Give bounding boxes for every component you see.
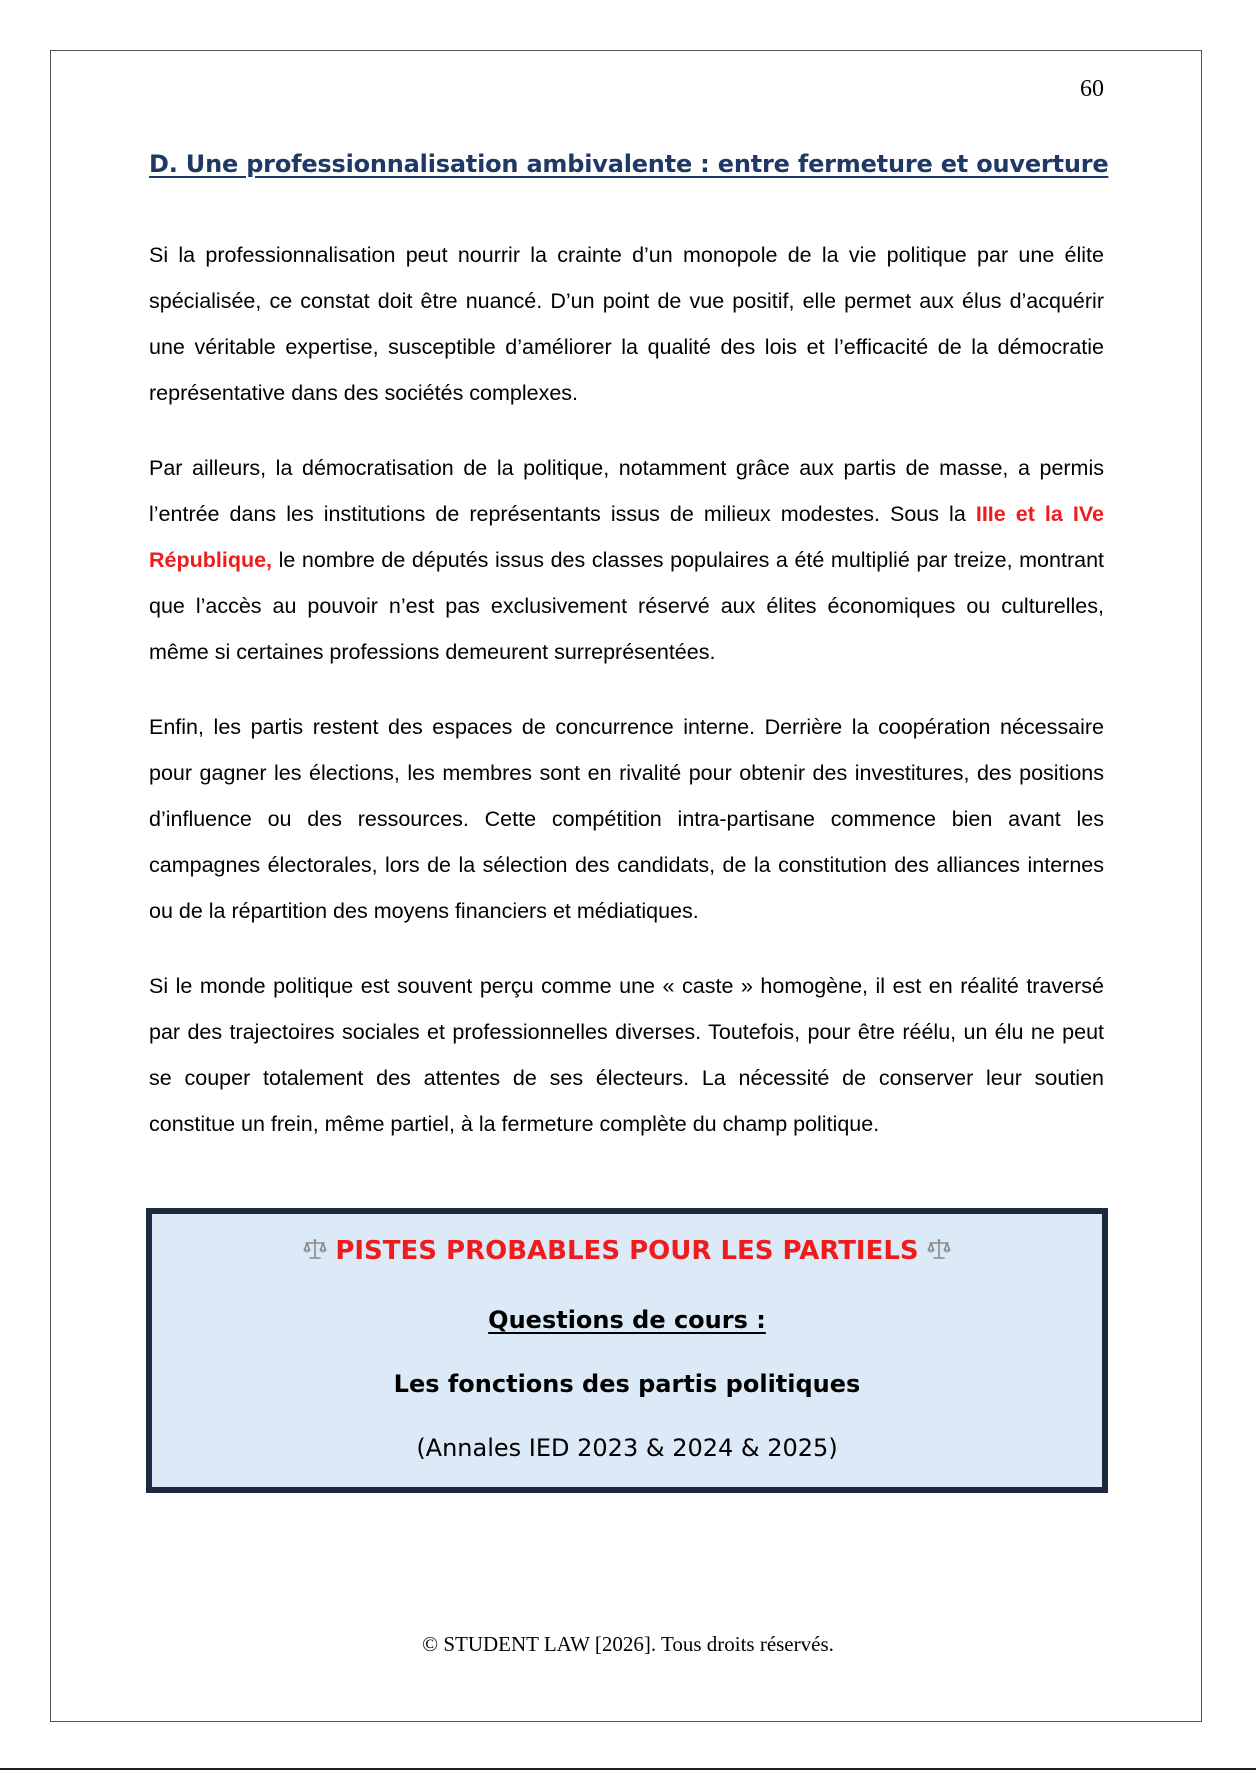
body-text — [149, 232, 1104, 1176]
exam-tips-source: (Annales IED 2023 & 2024 & 2025) — [416, 1434, 838, 1462]
section-heading: D. Une professionnalisation ambivalente : entre fermeture et ouverture — [149, 150, 1109, 178]
paragraph-professionalisation: Si la professionnalisation peut nourrir la crainte d’un monopole de la vie politique par une élite spécialisée, ce constat doit être nuancé. D’un point de vue positif, elle permet aux élus d’acquérir une véritable expertise, susceptible d’améliorer la qualité des lois et l’efficacité de la démocratie représentative dans des sociétés complexes. — [149, 243, 1104, 405]
exam-tips-title: PISTES PROBABLES POUR LES PARTIELS — [335, 1236, 919, 1266]
footer-copyright: © STUDENT LAW [2026]. Tous droits réservés. — [422, 1632, 834, 1656]
paragraph-text-after: le nombre de députés issus des classes populaires a été multiplié par treize, montrant que l’accès au pouvoir n’est pas exclusivement réservé aux élites économiques ou culturelles, même si certaines professions demeurent surreprésentées. — [149, 548, 1104, 664]
exam-tips-title-line — [152, 1236, 1102, 1267]
balance-scale-icon — [927, 1237, 951, 1267]
paragraph-text-before: Par ailleurs, la démocratisation de la politique, notamment grâce aux partis de masse, a permis l’entrée dans les institutions de représentants issus de milieux modestes. Sous la — [149, 456, 1104, 526]
paragraph-internal-competition: Enfin, les partis restent des espaces de concurrence interne. Derrière la coopération nécessaire pour gagner les élections, les membres sont en rivalité pour obtenir des investitures, des positions d’influence ou des ressources. Cette compétition intra-partisane commence bien avant les campagnes électorales, lors de la sélection des candidats, de la constitution des alliances internes ou de la répartition des moyens financiers et médiatiques. — [149, 715, 1104, 923]
bottom-rule — [0, 1768, 1256, 1770]
paragraph-caste: Si le monde politique est souvent perçu comme une « caste » homogène, il est en réalité traversé par des trajectoires sociales et professionnelles diverses. Toutefois, pour être réélu, un élu ne peut se couper totalement des attentes de ses électeurs. La nécessité de conserver leur soutien constitue un frein, même partiel, à la fermeture complète du champ politique. — [149, 974, 1104, 1136]
exam-tips-box — [146, 1208, 1108, 1493]
exam-tips-topic: Les fonctions des partis politiques — [393, 1370, 861, 1398]
exam-tips-subtitle: Questions de cours : — [488, 1306, 766, 1334]
page-number: 60 — [1080, 76, 1104, 102]
paragraph-democratisation — [149, 445, 1104, 675]
republic-highlight: IIIe et la IVe République, — [149, 502, 1104, 572]
balance-scale-icon — [303, 1237, 327, 1267]
